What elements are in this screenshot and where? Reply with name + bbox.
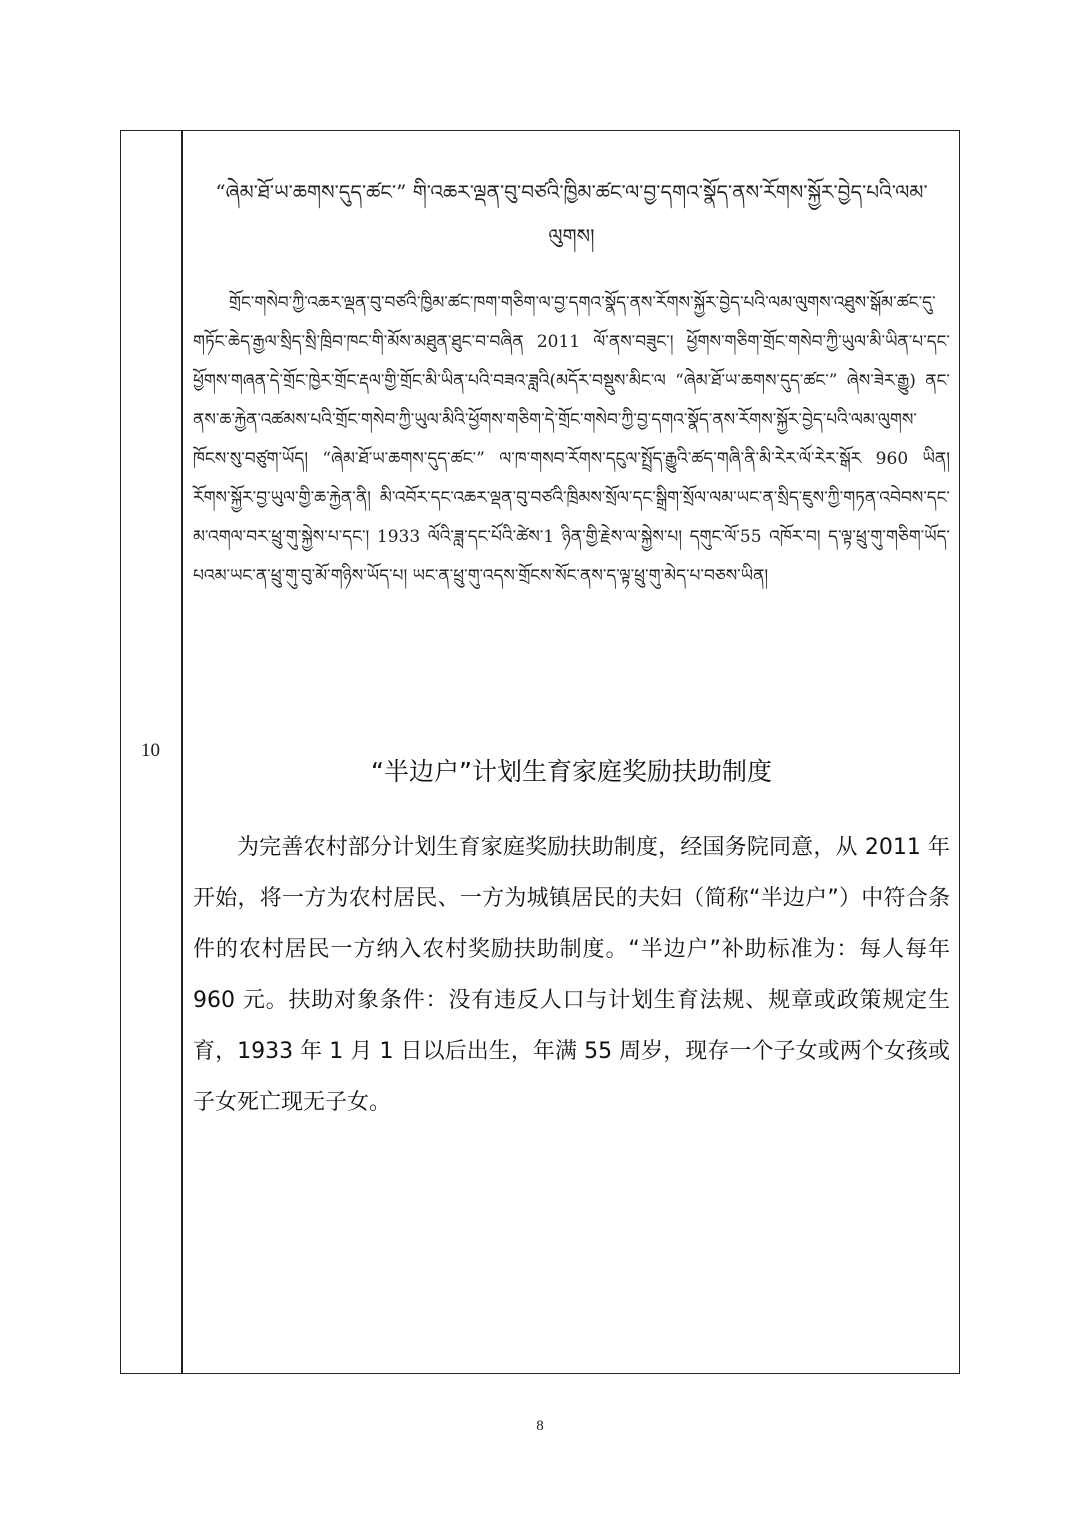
tibetan-body: གྲོང་གསེབ་ཀྱི་འཆར་ལྡན་བུ་བཙའི་ཁྱིམ་ཚང་ཁག་གཅིག་ལ་བྱ་དགའ་སྣོད་ནས་རོགས་སྐྱོར་བྱེད་པའི་ལམ་ལུགས་འཐུས་སྒོམ་ཚང་དུ་གཏོང་ཆེད་རྒྱལ་སྲིད་སྲི་ཁྲིབ་ཁང་གི་མོས་མཐུན་ཐུང་བ་བཞིན 2011 ལོ་ནས་བཟུང་། ཕྱོགས་གཅིག་གྲོང་གསེབ་ཀྱི་ཡུལ་མི་ཡིན་པ་དང་ཕྱོགས་གཞན་དེ་གྲོང་ཁྱེར་གྲོང་རྡལ་གྱི་གྲོང་མི་ཡིན་པའི་བཟའ་ཟླའི(མདོར་བསྡུས་མིང་ལ “ཞེམ་ཐོ་ཡ་ཆགས་དུད་ཚང་” ཞེས་ཟེར་རྒྱུ) ནང་ནས་ཆ་རྐྱེན་འཚམས་པའི་གྲོང་གསེབ་ཀྱི་ཡུལ་མིའི་ཕྱོགས་གཅིག་དེ་གྲོང་གསེབ་ཀྱི་བྱ་དགའ་སྣོད་ནས་རོགས་སྐྱོར་བྱེད་པའི་ལམ་ལུགས་ཁོངས་སུ་བཙུག་ཡོད། “ཞེམ་ཐོ་ཡ་ཆགས་དུད་ཚང་” ལ་ཁ་གསབ་རོགས་དངུལ་སྤྲོད་རྒྱུའི་ཚད་གཞི་ནི་མི་རེར་ལོ་རེར་སྒོར 960 ཡིན། རོགས་སྐྱོར་བྱ་ཡུལ་གྱི་ཆ་རྐྱེན་ནི། མི་འབོར་དང་འཆར་ལྡན་བུ་བཙའི་ཁྲིམས་སྲོལ་དང་སྒྲིག་སྲོལ་ལམ་ཡང་ན་སྲིད་ཇུས་ཀྱི་གཏན་འབེབས་དང་མ་འགལ་བར་ཕྲུ་གུ་སྐྱེས་པ་དང་། 1933 ལོའི་ཟླ་དང་པོའི་ཚེས་1 ཉིན་གྱི་རྗེས་ལ་སྐྱེས་པ། དགུང་ལོ་55 འཁོར་བ། ད་ལྟ་ཕྲུ་གུ་གཅིག་ཡོད་པའམ་ཡང་ན་ཕྲུ་གུ་བུ་མོ་གཉིས་ཡོད་པ། ཡང་ན་ཕྲུ་གུ་འདས་གྲོངས་སོང་ནས་ད་ལྟ་ཕྲུ་གུ་མེད་པ་བཅས་ཡིན། [193, 293, 950, 586]
page-number: 8 [536, 1418, 544, 1434]
chinese-body: 为完善农村部分计划生育家庭奖励扶助制度，经国务院同意，从 2011 年开始，将一方为农村居民、一方为城镇居民的夫妇（简称“半边户”）中符合条件的农村居民一方纳入农村奖励扶助制度。“半边户”补助标准为：每人每年 960 元。扶助对象条件：没有违反人口与计划生育法规、规章或政策规定生育，1933 年 1 月 1 日以后出生，年满 55 周岁，现存一个子女或两个女孩或子女死亡现无子女。 [193, 835, 950, 1115]
tibetan-title: “ཞེམ་ཐོ་ཡ་ཆགས་དུད་ཚང་” གི་འཆར་ལྡན་བུ་བཙའི་ཁྱིམ་ཚང་ལ་བྱ་དགའ་སྣོད་ནས་རོགས་སྐྱོར་བྱེད་པའི་ལམ་ལུགས། [215, 180, 928, 248]
chinese-title: “半边户”计划生育家庭奖励扶助制度 [371, 757, 772, 786]
row-number: 10 [141, 740, 160, 761]
column-divider [181, 130, 183, 1374]
